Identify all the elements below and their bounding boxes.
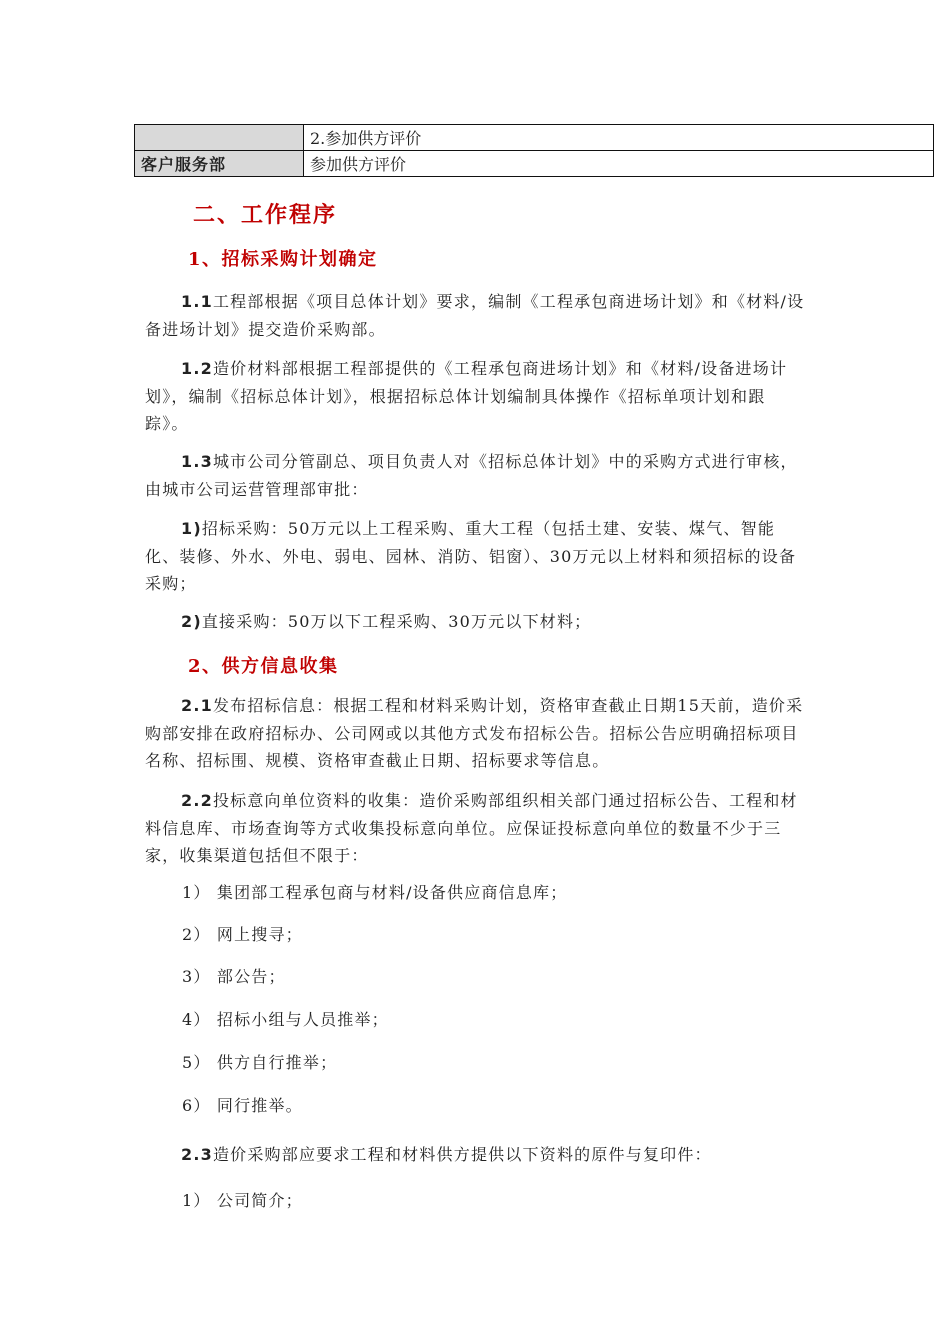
clause-text: 发布招标信息：根据工程和材料采购计划，资格审查截止日期15天前，造价采购部安排在政府招标办、公司网或以其他方式发布招标公告。招标公告应明确招标项目名称、招标围、规模、资格审查截止日期、招标要求等信息。: [145, 696, 804, 770]
paragraph-2-3: [145, 1141, 805, 1169]
department-cell: [135, 125, 304, 151]
section-title: 二、工作程序: [193, 202, 338, 228]
clause-number: 1.1: [181, 292, 213, 311]
subsection-heading-1: 1、招标采购计划确定: [188, 249, 378, 270]
clause-number: 2.1: [181, 696, 213, 715]
clause-text: 城市公司分管副总、项目负责人对《招标总体计划》中的采购方式进行审核，由城市公司运营管理部审批：: [145, 452, 798, 499]
subsection-heading-2: 2、供方信息收集: [188, 656, 339, 677]
list-item: 6） 同行推举。: [182, 1096, 303, 1115]
list-item: 1） 集团部工程承包商与材料/设备供应商信息库；: [182, 883, 568, 902]
duty-cell: 参加供方评价: [304, 151, 934, 177]
list-item: 5） 供方自行推举；: [182, 1053, 338, 1072]
clause-text: 工程部根据《项目总体计划》要求，编制《工程承包商进场计划》和《材料/设备进场计划》提交造价采购部。: [145, 292, 805, 339]
table-row: [135, 151, 934, 177]
department-cell: 客户服务部: [135, 151, 304, 177]
clause-text: 造价材料部根据工程部提供的《工程承包商进场计划》和《材料/设备进场计划》，编制《招标总体计划》，根据招标总体计划编制具体操作《招标单项计划和跟踪》。: [145, 359, 788, 433]
paragraph-2-1: [145, 692, 805, 775]
paragraph-1-3: [145, 448, 805, 503]
list-item: 2） 网上搜寻；: [182, 925, 303, 944]
paragraph-2-2: [145, 787, 805, 870]
department-duty-table: [134, 124, 934, 177]
item-text: 招标采购：50万元以上工程采购、重大工程（包括土建、安装、煤气、智能化、装修、外水、外电、弱电、园林、消防、铝窗）、30万元以上材料和须招标的设备采购；: [145, 519, 797, 593]
list-item-direct: [145, 608, 805, 636]
clause-number: 2.2: [181, 791, 213, 810]
duty-cell: 2.参加供方评价: [304, 125, 934, 151]
table-row: [135, 125, 934, 151]
list-item: 4） 招标小组与人员推举；: [182, 1010, 389, 1029]
list-item: 1） 公司简介；: [182, 1191, 303, 1210]
list-item: 3） 部公告；: [182, 967, 286, 986]
clause-text: 造价采购部应要求工程和材料供方提供以下资料的原件与复印件：: [212, 1145, 712, 1164]
list-item-bidding: [145, 515, 805, 598]
clause-text: 投标意向单位资料的收集：造价采购部组织相关部门通过招标公告、工程和材料信息库、市场查询等方式收集投标意向单位。应保证投标意向单位的数量不少于三家，收集渠道包括但不限于：: [145, 791, 798, 865]
item-number: 1): [181, 519, 202, 538]
clause-number: 2.3: [181, 1145, 213, 1164]
clause-number: 1.2: [181, 359, 213, 378]
item-text: 直接采购：50万以下工程采购、30万元以下材料；: [201, 612, 592, 631]
paragraph-1-1: [145, 288, 805, 343]
item-number: 2): [181, 612, 202, 631]
clause-number: 1.3: [181, 452, 213, 471]
paragraph-1-2: [145, 355, 805, 438]
